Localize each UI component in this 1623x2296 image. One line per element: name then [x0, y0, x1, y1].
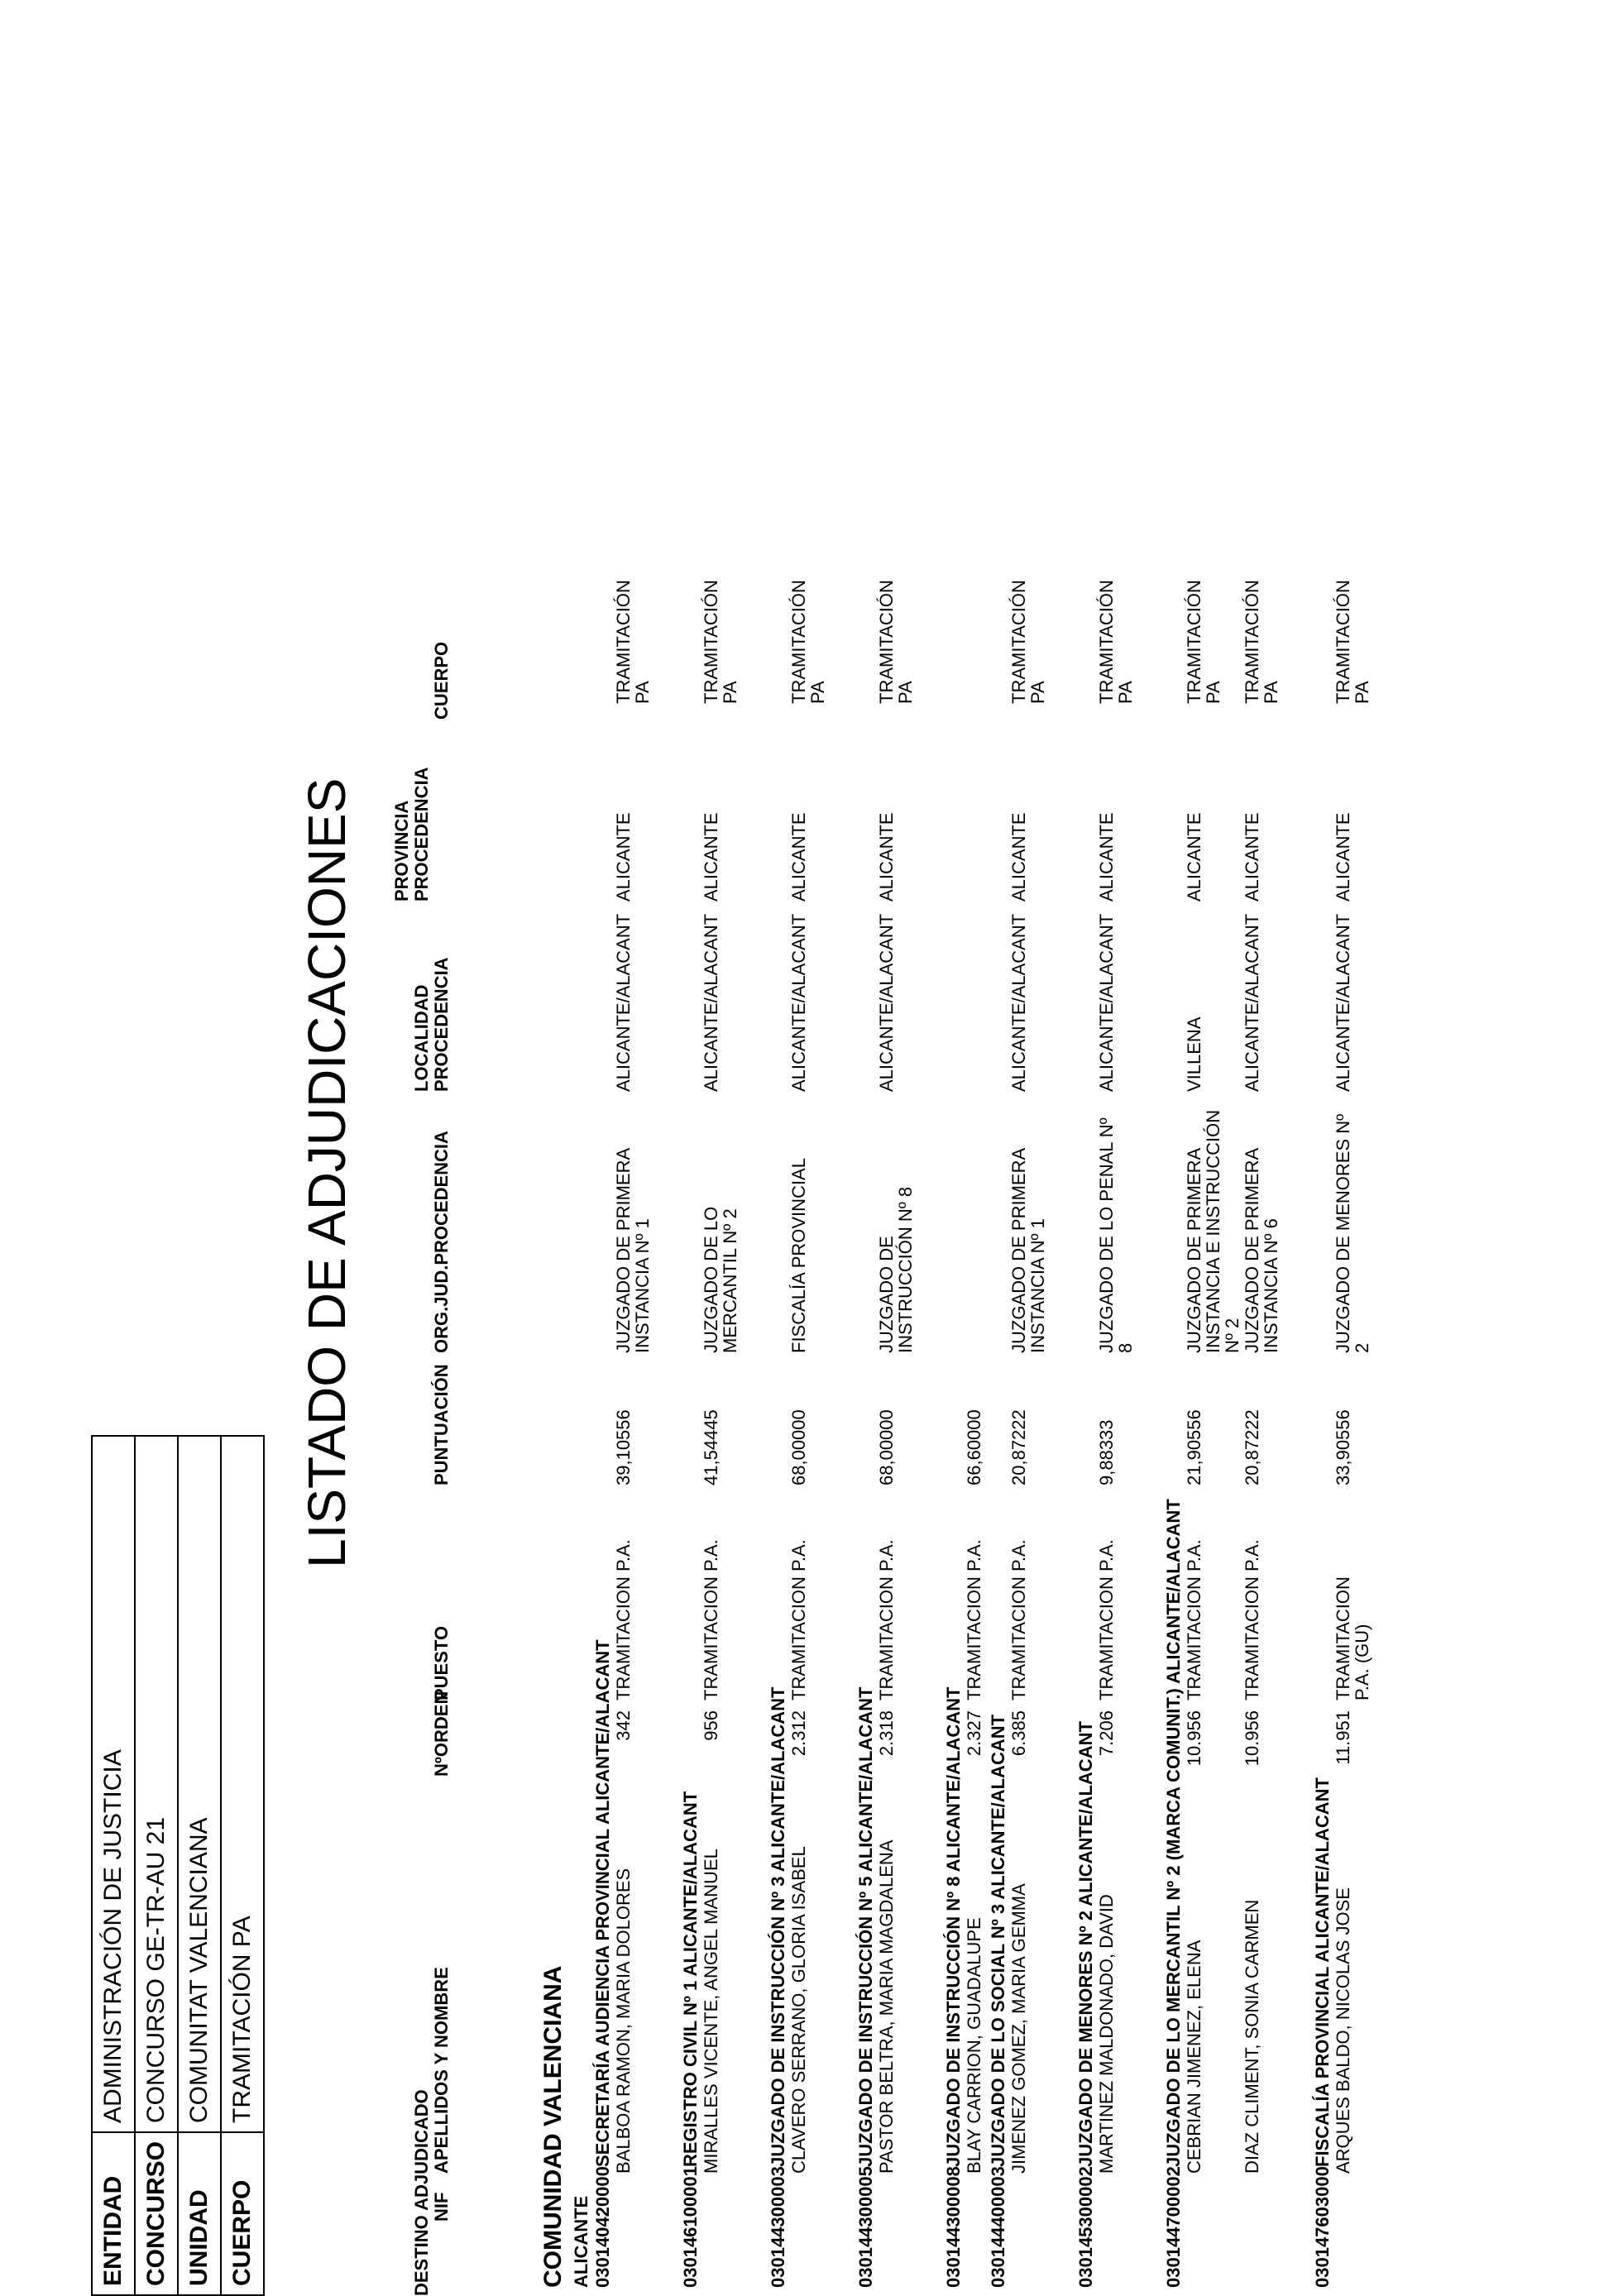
cell-cuerpo: TRAMITACIÓN PA	[1242, 580, 1281, 704]
province-heading: ALICANTE	[571, 2195, 591, 2288]
cell-orden: 6.385	[1008, 1710, 1029, 1757]
cell-puntuacion: 20,87222	[1242, 1409, 1262, 1485]
cell-puesto: TRAMITACION P.A.	[613, 1539, 634, 1700]
header-row-unidad	[178, 1436, 221, 2295]
cell-org-jud: JUZGADO DE MENORES Nº 2	[1333, 1113, 1372, 1353]
cell-orden: 956	[701, 1710, 721, 1741]
cell-cuerpo: TRAMITACIÓN PA	[788, 580, 828, 704]
cell-orden: 10.956	[1184, 1710, 1204, 1767]
cell-apellidos: DIAZ CLIMENT, SONIA CARMEN	[1242, 1899, 1262, 2174]
cell-org-jud: JUZGADO DE PRIMERA INSTANCIA Nº 1	[613, 1149, 653, 1353]
header-key: CONCURSO	[135, 2132, 178, 2295]
column-header-puesto: PUESTO	[431, 1625, 452, 1700]
cell-provincia: ALICANTE	[788, 812, 809, 902]
cell-localidad: ALICANTE/ALACANT	[1096, 913, 1117, 1092]
destination-name: JUZGADO DE INSTRUCCIÓN Nº 8 ALICANTE/ALACANT	[943, 1686, 964, 2167]
destination-code: 030140420000	[592, 2166, 613, 2288]
cell-provincia: ALICANTE	[1184, 812, 1204, 902]
cell-org-jud: JUZGADO DE PRIMERA INSTANCIA Nº 6	[1242, 1149, 1281, 1353]
cell-cuerpo: TRAMITACIÓN PA	[876, 580, 916, 704]
destination-name: JUZGADO DE INSTRUCCIÓN Nº 3 ALICANTE/ALACANT	[768, 1686, 788, 2167]
cell-localidad: ALICANTE/ALACANT	[876, 913, 897, 1092]
cell-puntuacion: 41,54445	[701, 1409, 721, 1485]
header-row-cuerpo	[221, 1436, 264, 2295]
cell-localidad: VILLENA	[1184, 1016, 1204, 1092]
column-header-org-jud: ORG.JUD.PROCEDENCIA	[431, 1131, 452, 1353]
cell-puntuacion: 68,00000	[788, 1409, 809, 1485]
cell-provincia: ALICANTE	[1242, 812, 1262, 902]
cell-localidad: ALICANTE/ALACANT	[613, 913, 634, 1092]
column-header-norden: NºORDEN	[431, 1691, 452, 1777]
cell-cuerpo: TRAMITACIÓN PA	[1096, 580, 1136, 704]
cell-puesto: TRAMITACION P.A.	[1242, 1539, 1262, 1700]
cell-org-jud: FISCALÍA PROVINCIAL	[788, 1158, 809, 1353]
cell-apellidos: PASTOR BELTRA, MARIA MAGDALENA	[876, 1839, 897, 2174]
destination-name: JUZGADO DE MENORES Nº 2 ALICANTE/ALACANT	[1075, 1721, 1096, 2167]
cell-puntuacion: 68,00000	[876, 1409, 897, 1485]
cell-provincia: ALICANTE	[613, 812, 634, 902]
cell-localidad: ALICANTE/ALACANT	[1242, 913, 1262, 1092]
destination-name: SECRETARÍA AUDIENCIA PROVINCIAL ALICANTE/ALACANT	[592, 1639, 613, 2167]
cell-puesto: TRAMITACION P.A.	[701, 1539, 721, 1700]
cell-cuerpo: TRAMITACIÓN PA	[1008, 580, 1048, 704]
cell-org-jud: JUZGADO DE PRIMERA INSTANCIA Nº 1	[1008, 1149, 1048, 1353]
header-value: TRAMITACIÓN PA	[221, 1436, 264, 2132]
destination-code: 030144400003	[988, 2166, 1008, 2288]
destination-name: FISCALÍA PROVINCIAL ALICANTE/ALACANT	[1312, 1777, 1333, 2167]
cell-apellidos: CLAVERO SERRANO, GLORIA ISABEL	[788, 1846, 809, 2174]
header-row-entidad	[92, 1436, 135, 2295]
destination-code: 030146100001	[680, 2166, 701, 2288]
page-title: LISTADO DE ADJUDICACIONES	[297, 777, 357, 1568]
cell-localidad: ALICANTE/ALACANT	[788, 913, 809, 1092]
header-key: UNIDAD	[178, 2132, 221, 2295]
cell-provincia: ALICANTE	[701, 812, 721, 902]
cell-org-jud: JUZGADO DE PRIMERA INSTANCIA E INSTRUCCIÓN Nº 2	[1184, 1109, 1242, 1353]
destination-name: JUZGADO DE INSTRUCCIÓN Nº 5 ALICANTE/ALACANT	[855, 1686, 876, 2167]
cell-puesto: TRAMITACION P.A.	[1096, 1539, 1117, 1700]
cell-puesto: TRAMITACION P.A.	[1184, 1539, 1204, 1700]
cell-cuerpo: TRAMITACIÓN PA	[1184, 580, 1223, 704]
destination-code: 030144300005	[855, 2166, 876, 2288]
cell-provincia: ALICANTE	[1096, 812, 1117, 902]
cell-provincia: ALICANTE	[1008, 812, 1029, 902]
cell-apellidos: MARTINEZ MALDONADO, DAVID	[1096, 1894, 1117, 2174]
cell-apellidos: ARQUES BALDO, NICOLAS JOSE	[1333, 1887, 1353, 2174]
destination-code: 030144700002	[1163, 2166, 1184, 2288]
cell-orden: 2.312	[788, 1710, 809, 1757]
header-key: CUERPO	[221, 2132, 264, 2295]
cell-apellidos: MIRALLES VICENTE, ANGEL MANUEL	[701, 1849, 721, 2174]
cell-cuerpo: TRAMITACIÓN PA	[701, 580, 740, 704]
cell-orden: 2.327	[964, 1710, 984, 1757]
cell-org-jud: JUZGADO DE LO PENAL Nº 8	[1096, 1117, 1136, 1353]
cell-puntuacion: 33,90556	[1333, 1409, 1353, 1485]
cell-orden: 10.956	[1242, 1710, 1262, 1767]
cell-puntuacion: 66,60000	[964, 1409, 984, 1485]
destination-name: REGISTRO CIVIL Nº 1 ALICANTE/ALACANT	[680, 1791, 701, 2167]
cell-puesto: TRAMITACION P.A.	[964, 1539, 984, 1700]
header-box	[91, 1435, 265, 2296]
cell-org-jud: JUZGADO DE INSTRUCCIÓN Nº 8	[876, 1186, 916, 1353]
cell-puntuacion: 39,10556	[613, 1409, 634, 1485]
column-header-localidad: LOCALIDAD PROCEDENCIA	[411, 957, 452, 1092]
cell-localidad: ALICANTE/ALACANT	[1333, 913, 1353, 1092]
cell-orden: 2.318	[876, 1710, 897, 1757]
column-header-destino: DESTINO ADJUDICADO	[411, 2089, 432, 2296]
cell-puntuacion: 20,87222	[1008, 1409, 1029, 1485]
destination-code: 030144300003	[768, 2166, 788, 2288]
cell-apellidos: BALBOA RAMON, MARIA DOLORES	[613, 1868, 634, 2174]
cell-provincia: ALICANTE	[876, 812, 897, 902]
cell-apellidos: BLAY CARRION, GUADALUPE	[964, 1917, 984, 2174]
cell-puesto: TRAMITACION P.A. (GU)	[1333, 1576, 1372, 1700]
cell-org-jud: JUZGADO DE LO MERCANTIL Nº 2	[701, 1206, 740, 1353]
column-header-apellidos: APELLIDOS Y NOMBRE	[431, 1967, 452, 2174]
header-value: ADMINISTRACIÓN DE JUSTICIA	[92, 1436, 135, 2132]
destination-name: JUZGADO DE LO SOCIAL Nº 3 ALICANTE/ALACANT	[988, 1714, 1008, 2167]
cell-orden: 342	[613, 1710, 634, 1741]
cell-puesto: TRAMITACION P.A.	[1008, 1539, 1029, 1700]
cell-puntuacion: 21,90556	[1184, 1409, 1204, 1485]
cell-apellidos: JIMENEZ GOMEZ, MARIA GEMMA	[1008, 1883, 1029, 2174]
column-header-puntuacion: PUNTUACIÓN	[431, 1364, 452, 1485]
region-heading: COMUNIDAD VALENCIANA	[539, 1965, 567, 2288]
cell-localidad: ALICANTE/ALACANT	[1008, 913, 1029, 1092]
column-header-cuerpo: CUERPO	[431, 641, 452, 720]
cell-cuerpo: TRAMITACIÓN PA	[613, 580, 653, 704]
column-header-provincia: PROVINCIA PROCEDENCIA	[391, 767, 432, 902]
cell-orden: 7.206	[1096, 1710, 1117, 1757]
cell-puesto: TRAMITACION P.A.	[876, 1539, 897, 1700]
cell-puesto: TRAMITACION P.A.	[788, 1539, 809, 1700]
cell-orden: 11.951	[1333, 1710, 1353, 1765]
destination-name: JUZGADO DE LO MERCANTIL Nº 2 (MARCA COMUNIT.) ALICANTE/ALACANT	[1163, 1499, 1184, 2167]
column-header-nif: NIF	[431, 2192, 452, 2222]
destination-code: 030144300008	[943, 2166, 964, 2288]
header-row-concurso	[135, 1436, 178, 2295]
destination-code: 030145300002	[1075, 2166, 1096, 2288]
cell-puntuacion: 9,88333	[1096, 1419, 1117, 1485]
destination-code: 030147603000	[1312, 2166, 1333, 2288]
cell-provincia: ALICANTE	[1333, 812, 1353, 902]
header-value: COMUNITAT VALENCIANA	[178, 1436, 221, 2132]
header-key: ENTIDAD	[92, 2132, 135, 2295]
cell-cuerpo: TRAMITACIÓN PA	[1333, 580, 1372, 704]
cell-apellidos: CEBRIAN JIMENEZ, ELENA	[1184, 1940, 1204, 2174]
cell-localidad: ALICANTE/ALACANT	[701, 913, 721, 1092]
header-value: CONCURSO GE-TR-AU 21	[135, 1436, 178, 2132]
